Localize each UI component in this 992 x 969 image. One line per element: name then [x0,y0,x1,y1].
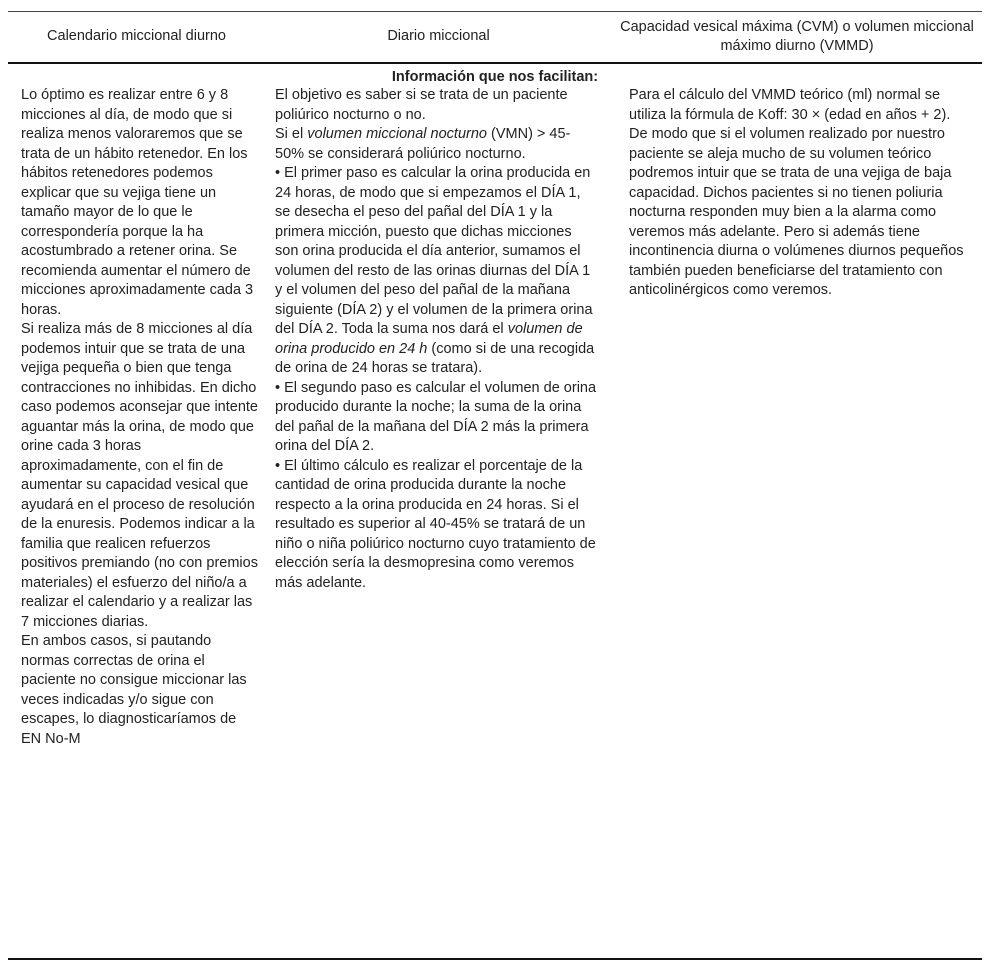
paragraph [275,86,598,125]
paragraph [275,125,598,164]
paragraph [275,379,598,457]
paragraph [21,320,259,632]
paragraph [21,86,259,320]
text-segment: • El primer paso es calcular la orina producida en 24 horas, de modo que si empezamos el DÍA 1, se desecha el peso del pañal del DÍA 1 y la primera micción, puesto que dichas micciones son orina producida el día anterior, sumamos el volumen del resto de las orinas diurnas del DÍA 1 y el volumen del peso del pañal de la mañana siguiente (DÍA 2) y el volumen de la primera orina del DÍA 2. Toda la suma nos dará el [275,165,593,337]
column-capacidad [612,86,982,958]
column-calendario [8,86,265,958]
paragraph [275,457,598,594]
paragraph [629,86,966,301]
table-header-row [8,12,982,64]
italic-term: volumen miccional nocturno [307,126,487,142]
paragraph [21,632,259,749]
text-segment: Si realiza más de 8 micciones al día podemos intuir que se trata de una vejiga pequeña o bien que tenga contracciones no inhibidas. En dicho caso podemos aconsejar que intente aguantar más la orina, de modo que orine cada 3 horas aproximadamente, con el fin de aumentar su capacidad vesical que ayudará en el proceso de resolución de la enuresis. Podemos indicar a la familia que realicen refuerzos positivos premiando (no con premios materiales) el esfuerzo del niño/a a realizar el calendario y a realizar las 7 micciones diarias. [21,321,258,630]
table-body-row [8,86,982,960]
text-segment: Si el [275,126,308,142]
text-segment: Lo óptimo es realizar entre 6 y 8 micciones al día, de modo que si realiza menos valoraremos que se trata de un hábito retenedor. En los hábitos retenedores podemos explicar que su vejiga tiene un tamaño mayor de lo que le correspondería porque la ha acostumbrado a retener orina. Se recomienda aumentar el número de micciones aproximadamente cada 3 horas. [21,87,254,318]
text-segment: El objetivo es saber si se trata de un paciente poliúrico nocturno o no. [275,87,568,123]
paragraph [275,164,598,379]
header-calendario: Calendario miccional diurno [47,28,226,45]
text-segment: (como si de una recogida de orina de 24 horas se tratara). [275,340,595,376]
text-segment: En ambos casos, si pautando normas correctas de orina el paciente no consigue miccionar las veces indicadas y/o sigue con escapes, lo diagnosticaríamos de EN No-M [21,633,247,747]
text-segment: • El segundo paso es calcular el volumen de orina producido durante la noche; la suma de la orina del pañal de la mañana del DÍA 2 más la primera orina del DÍA 2. [275,379,597,454]
section-subheader: Información que nos facilitan: [391,69,599,85]
data-table [8,11,982,960]
column-diario [265,86,612,958]
italic-term: volumen de orina producido en 24 h [275,321,583,357]
text-segment: Para el cálculo del VMMD teórico (ml) normal se utiliza la fórmula de Koff: 30 × (edad en años + 2). De modo que si el volumen realizado por nuestro paciente se aleja mucho de su volumen teórico podremos intuir que se trata de una vejiga de baja capacidad. Dichos pacientes si no tienen poliuria nocturna responden muy bien a la alarma como veremos más adelante. Pero si además tiene incontinencia diurna o volúmenes diurnos pequeños también pueden beneficiarse del tratamiento con anticolinérgicos como veremos. [629,87,964,298]
text-segment: (VMN) > 45-50% se considerará poliúrico nocturno. [275,126,571,162]
text-segment: • El último cálculo es realizar el porcentaje de la cantidad de orina producida durante la noche respecto a la orina producida en 24 horas. Si el resultado es superior al 40-45% se tratará de un niño o niña poliúrico nocturno cuyo tratamiento de elección sería la desmopresina como veremos más adelante. [275,457,596,591]
header-diario: Diario miccional [387,28,490,45]
header-capacidad: Capacidad vesical máxima (CVM) o volumen miccional máximo diurno (VMMD) [620,18,974,54]
